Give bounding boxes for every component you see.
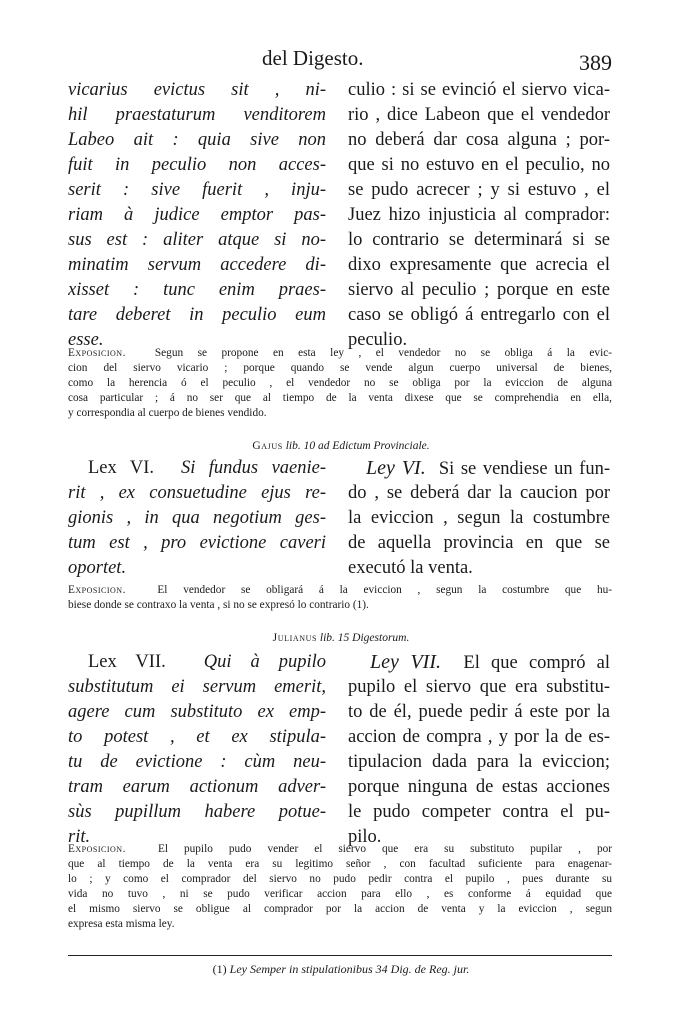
spanish-line: executó la venta. [348,558,473,578]
latin-line: vicarius evictus sit , ni- [68,80,326,100]
spanish-line: caso se obligó á entregarlo con el [348,305,610,325]
latin-line: tu de evictione : cùm neu- [68,752,326,772]
exposicion-line: que al tiempo de la venta era su legitimo señor , con facultad suficiente para enagenar- [68,858,612,870]
page-number: 389 [579,50,612,75]
source-citation-3 [0,632,682,644]
spanish-line: peculio. [348,330,408,350]
spanish-line: tipulacion dada para la eviccion; [348,752,610,772]
exposicion-line: cion del siervo vicario ; porque quando se vende algun cuerpo universal de bienes, [68,362,612,374]
exposicion-text: El pupilo pudo vender el siervo que era su substituto pupilar , por [157,843,612,855]
spanish-column-3 [370,650,610,675]
spanish-line: pupilo el siervo que era substitu- [348,677,610,697]
lex-label: Lex VI. [88,458,155,478]
spanish-column-3-cont [348,675,610,850]
footnote-marker: (1) [212,962,227,976]
spanish-line: no deberá dar cosa alguna ; por- [348,130,610,150]
latin-line: rit , ex consuetudine ejus re- [68,483,326,503]
spanish-line: culio : si se evinció el siervo vica- [348,80,610,100]
footnote [0,962,682,977]
spanish-column-2-cont [348,481,610,581]
spanish-line: Si se vendiese un fun- [438,459,610,479]
latin-line: tram earum actionum adver- [68,777,326,797]
latin-line: Qui à pupilo [203,652,326,672]
exposicion-line: cosa particular ; á no ser que al tiempo de la venta dixese que se comprehendia en ella, [68,392,612,404]
latin-line: tare deberet in peculio eum [68,305,326,325]
exposicion-1 [68,346,612,421]
spanish-line: dixo expresamente que acrecia el [348,255,610,275]
spanish-line: porque ninguna de estas acciones [348,777,610,797]
exposicion-label: Exposicion. [68,843,126,855]
source-author: Gajus [252,440,283,452]
latin-line: esse. [68,330,104,350]
spanish-line: le pudo competer contra el pu- [348,802,610,822]
spanish-line: la eviccion , segun la costumbre [348,508,610,528]
exposicion-text: El vendedor se obligará á la eviccion , segun la costumbre que hu- [157,584,612,596]
latin-line: agere cum substituto ex emp- [68,702,326,722]
latin-line: sùs pupillum habere potue- [68,802,326,822]
latin-line: Labeo ait : quia sive non [68,130,326,150]
spanish-line: accion de compra , y por la de es- [348,727,610,747]
exposicion-line: el mismo siervo se obligue al comprador por la accion de venta y la eviccion , segun [68,903,612,915]
latin-line: fuit in peculio non acces- [68,155,326,175]
latin-line: substitutum ei servum emerit, [68,677,326,697]
latin-line: xisset : tunc enim praes- [68,280,326,300]
source-reference: lib. 10 ad Edictum Provinciale. [285,440,430,452]
spanish-line: pilo. [348,827,382,847]
latin-column-2-cont [68,481,326,581]
exposicion-line: lo ; y como el comprador del siervo no pudo pedir contra el pupilo , pues durante su [68,873,612,885]
latin-line: Si fundus vaenie- [180,458,326,478]
spanish-line: se pudo acrecer ; y si estuvo , el [348,180,610,200]
exposicion-line: biese donde se contraxo la venta , si no se expresó lo contrario (1). [68,599,369,611]
lex-label: Lex VII. [88,652,166,672]
latin-column-1 [68,78,326,353]
exposicion-label: Exposicion. [68,584,126,596]
latin-column-3 [88,650,326,675]
exposicion-3 [68,842,612,932]
exposicion-text: Segun se propone en esta ley , el vendedor no se obliga á la evic- [154,347,612,359]
source-reference: lib. 15 Digestorum. [319,632,410,644]
spanish-line: lo contrario se determinará si se [348,230,610,250]
latin-column-3-cont [68,675,326,850]
exposicion-line: como la herencia ó el peculio , el vendedor no se obliga por la eviccion de alguna [68,377,612,389]
spanish-line: to de él, puede pedir á este por la [348,702,610,722]
running-head: del Digesto. [262,46,364,70]
source-author: Julianus [272,632,318,644]
latin-line: oportet. [68,558,127,578]
spanish-line: do , se deberá dar la caucion por [348,483,610,503]
source-citation-2 [0,440,682,452]
exposicion-line: vida no tuvo , ni se pudo verificar accion para ello , es conforme á equidad que [68,888,612,900]
footnote-text: Ley Semper in stipulationibus 34 Dig. de Reg. jur. [229,962,470,976]
ley-label: Ley VI. [366,457,426,479]
latin-line: sus est : aliter atque si no- [68,230,326,250]
latin-column-2 [88,456,326,481]
spanish-line: de aquella provincia en que se [348,533,610,553]
latin-line: hil praestaturum venditorem [68,105,326,125]
spanish-line: siervo al peculio ; porque en este [348,280,610,300]
spanish-column-1 [348,78,610,353]
latin-line: serit : sive fuerit , inju- [68,180,326,200]
latin-line: minatim servum accedere di- [68,255,326,275]
spanish-line: Juez hizo injusticia al comprador: [348,205,610,225]
spanish-line: El que compró al [463,653,610,673]
latin-line: rit. [68,827,91,847]
latin-line: gionis , in qua negotium ges- [68,508,326,528]
latin-line: tum est , pro evictione caveri [68,533,326,553]
latin-line: riam à judice emptor pas- [68,205,326,225]
exposicion-line: y correspondia al cuerpo de bienes vendido. [68,407,267,419]
latin-line: to potest , et ex stipula- [68,727,326,747]
spanish-column-2 [366,456,610,481]
ley-label: Ley VII. [370,651,441,673]
footnote-rule [68,955,612,956]
spanish-line: rio , dice Labeon que el vendedor [348,105,610,125]
page-header [0,46,682,76]
exposicion-label: Exposicion. [68,347,126,359]
spanish-line: que si no estuvo en el peculio, no [348,155,610,175]
exposicion-line: expresa esta misma ley. [68,918,175,930]
exposicion-2 [68,583,612,613]
